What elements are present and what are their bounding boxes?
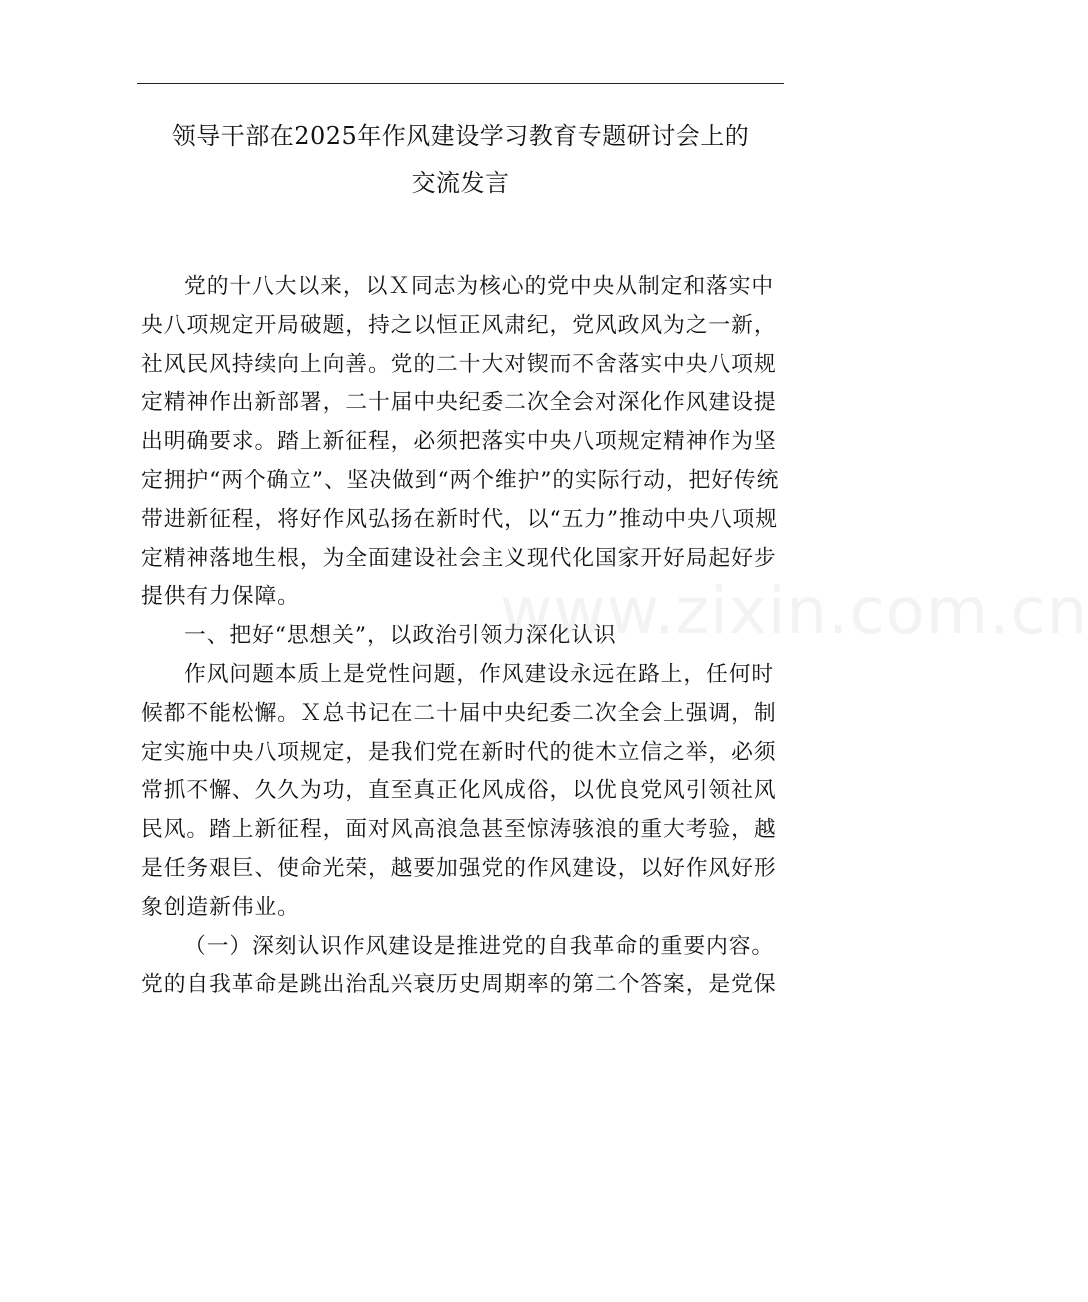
text-line: 定拥护“两个确立”、坚决做到“两个维护”的实际行动，把好传统 [141,467,780,493]
text-line: 央八项规定开局破题，持之以恒正风肃纪，党风政风为之一新， [141,312,777,338]
header-rule [137,83,784,84]
watermark: www.zixin.com.cn [500,575,1088,649]
text-line: 常抓不懈、久久为功，直至真正化风成俗，以优良党风引领社风 [141,778,777,804]
text-line: 定实施中央八项规定，是我们党在新时代的徙木立信之举，必须 [141,739,777,765]
text-line: 象创造新伟业。 [141,894,300,920]
text-line: 出明确要求。踏上新征程，必须把落实中央八项规定精神作为坚 [141,429,777,455]
paragraph-3 [141,928,791,1006]
text-line: 是任务艰巨、使命光荣，越要加强党的作风建设，以好作风好形 [141,855,777,881]
section-heading-1: 一、把好“思想关”，以政治引领力深化认识 [184,623,617,649]
text-line: 社风民风持续向上向善。党的二十大对锲而不舍落实中央八项规 [141,351,777,377]
text-line: 定精神落地生根，为全面建设社会主义现代化国家开好局起好步 [141,545,777,571]
document-body [141,268,791,1005]
text-line: 提供有力保障。 [141,584,300,610]
document-title-line1: 领导干部在2025年作风建设学习教育专题研讨会上的 [171,122,750,150]
document-title-line2: 交流发言 [411,169,510,197]
text-line: 党的自我革命是跳出治乱兴衰历史周期率的第二个答案，是党保 [141,972,777,998]
text-line: 党的十八大以来，以Ｘ同志为核心的党中央从制定和落实中 [184,274,775,299]
text-line: 候都不能松懈。Ｘ总书记在二十届中央纪委二次全会上强调，制 [141,700,777,726]
paragraph-2 [141,656,791,928]
text-line: 定精神作出新部署，二十届中央纪委二次全会对深化作风建设提 [141,390,777,416]
text-line: 带进新征程，将好作风弘扬在新时代，以“五力”推动中央八项规 [141,506,778,532]
text-line: 民风。踏上新征程，面对风高浪急甚至惊涛骇浪的重大考验，越 [141,817,777,843]
paragraph-1 [141,268,791,617]
text-line: 作风问题本质上是党性问题，作风建设永远在路上，任何时 [184,661,775,687]
text-line: （一）深刻认识作风建设是推进党的自我革命的重要内容。 [184,933,775,959]
